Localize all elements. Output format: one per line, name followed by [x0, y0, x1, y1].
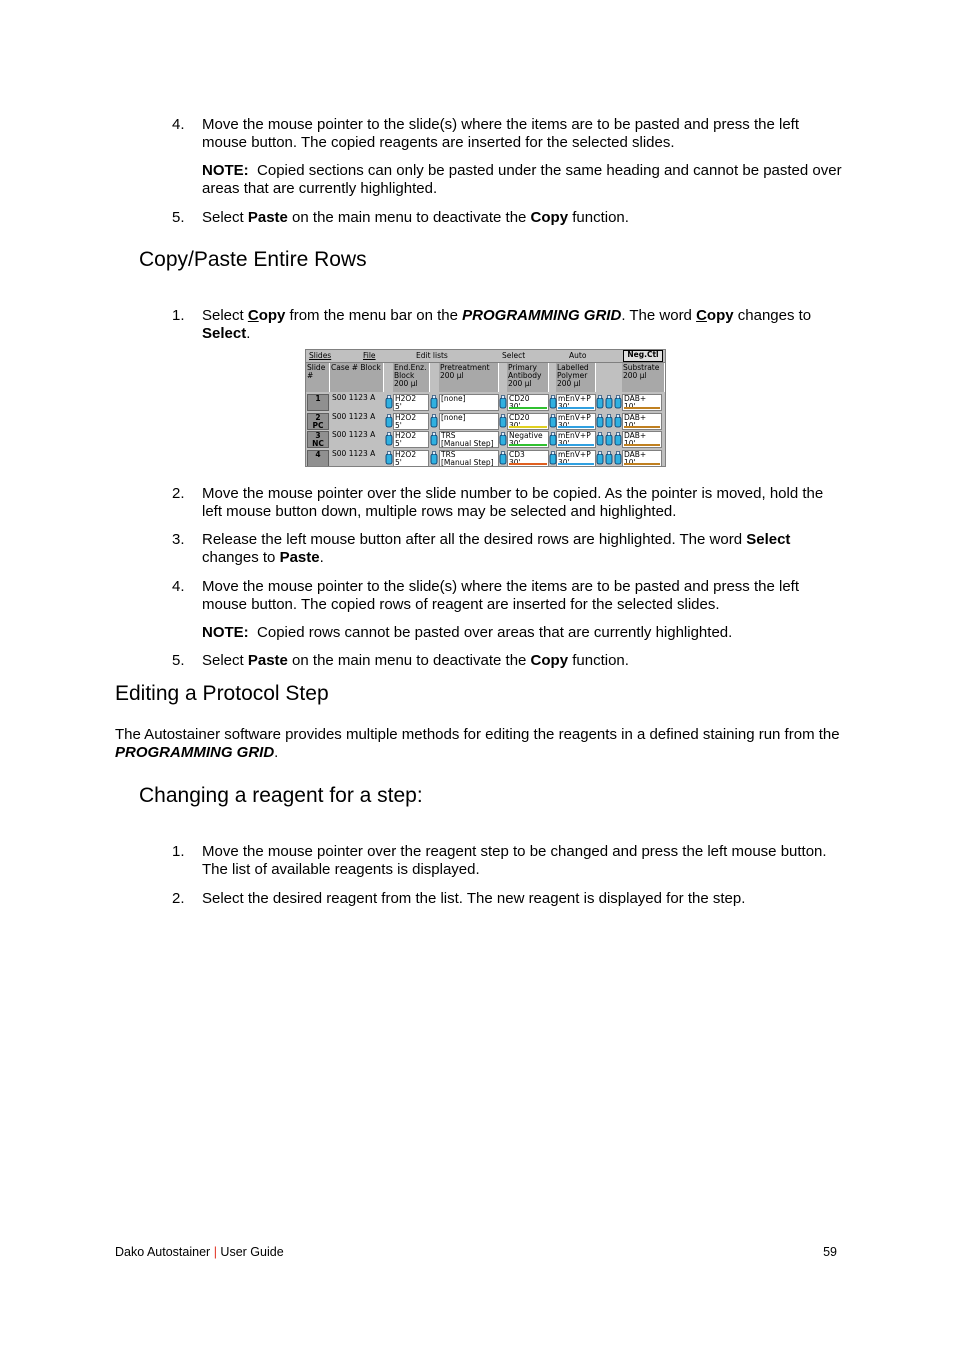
note-text: Copied sections can only be pasted under the same heading and cannot be pasted over areas that are currently highlighted. [202, 162, 842, 197]
step-text [202, 531, 842, 567]
step-text: Select the desired reagent from the list. The new reagent is displayed for the step. [202, 890, 746, 907]
header-endenz: End.Enz. Block 200 µl [393, 363, 430, 392]
grid-row [306, 430, 665, 449]
color-bar [558, 407, 594, 409]
reagent-vial-icon [605, 451, 613, 465]
step-number: 3. [172, 531, 185, 548]
cell-text: 5' [395, 457, 402, 467]
footer-separator: | [213, 1245, 217, 1259]
text-run: The Autostainer software provides multiple methods for editing the reagents in a defined staining run from the [115, 726, 840, 743]
step-number: 4. [172, 116, 185, 133]
neg-ctl-button: Neg.Ctl [623, 350, 663, 362]
grid-row [306, 393, 665, 412]
labelled-cell [556, 413, 596, 430]
reagent-vial-icon [549, 432, 557, 446]
cell-text: S00 1123 A [332, 393, 376, 402]
text-run: Select [202, 307, 248, 324]
note-label: NOTE: [202, 624, 249, 641]
menu-edit-lists: Edit lists [416, 351, 448, 360]
primary-cell [507, 450, 549, 467]
reagent-vial-icon [499, 451, 507, 465]
text-run: changes to [733, 307, 812, 324]
copy-hotkey: C [696, 307, 707, 324]
text-run: from the menu bar on the [285, 307, 463, 324]
step-text: Move the mouse pointer to the slide(s) where the items are to be pasted and press the left mouse button. The copied rows of reagent are inserted for the selected slides. [202, 578, 799, 613]
grid-row [306, 412, 665, 431]
step-number: 1. [172, 843, 185, 860]
cell-text: PC [312, 420, 324, 430]
reagent-vial-icon [385, 414, 393, 428]
reagent-vial-icon [596, 414, 604, 428]
cell-text: TRS [441, 449, 456, 459]
cell-text: S00 1123 A [332, 411, 376, 421]
case-cell [331, 450, 385, 467]
color-bar [558, 426, 594, 428]
reagent-vial-icon [596, 432, 604, 446]
slide-number-cell [307, 450, 329, 467]
header-labelled: Labelled Polymer 200 µl [556, 363, 596, 392]
color-bar [509, 426, 547, 428]
reagent-vial-icon [605, 414, 613, 428]
cell-text: DAB+ [624, 394, 647, 403]
section-heading: Editing a Protocol Step [115, 682, 329, 705]
text-run: . [319, 549, 324, 566]
copy-term: opy [706, 307, 734, 324]
reagent-vial-icon [614, 395, 622, 409]
text-run: Select [202, 652, 248, 669]
cell-text: DAB+ [624, 449, 647, 459]
cell-text: mEnV+P [558, 449, 591, 459]
cell-text: CD3 [509, 449, 525, 459]
cell-text: H2O2 [395, 449, 417, 459]
text-run: Release the left mouse button after all the desired rows are highlighted. The word [202, 531, 747, 548]
case-cell [331, 413, 385, 430]
step-text [202, 307, 842, 343]
reagent-vial-icon [605, 432, 613, 446]
cell-text: mEnV+P [558, 431, 591, 440]
menu-file: File [363, 351, 376, 360]
reagent-vial-icon [614, 451, 622, 465]
case-cell [331, 394, 385, 411]
copy-term: opy [258, 307, 286, 324]
labelled-cell [556, 450, 596, 467]
substrate-cell [622, 394, 662, 411]
step-text: Move the mouse pointer to the slide(s) where the items are to be pasted and press the left mouse button. The copied reagents are inserted for the selected slides. [202, 116, 799, 151]
grid-menubar [306, 350, 665, 363]
programming-grid-term: PROGRAMMING GRID [115, 744, 275, 761]
cell-text: 5' [395, 420, 402, 430]
cell-text: DAB+ [624, 431, 647, 440]
step-number: 5. [172, 209, 185, 226]
paragraph [115, 726, 840, 762]
endenz-cell [393, 394, 429, 411]
endenz-cell [393, 450, 429, 467]
pretreatment-cell [439, 431, 499, 448]
color-bar [624, 426, 660, 428]
cell-text: [Manual Step] [441, 439, 494, 448]
reagent-vial-icon [499, 414, 507, 428]
footer-doc: User Guide [220, 1245, 284, 1259]
reagent-vial-icon [499, 432, 507, 446]
text-run: on the main menu to deactivate the [287, 209, 531, 226]
step-number: 2. [172, 890, 185, 907]
reagent-vial-icon [385, 395, 393, 409]
cell-text: S00 1123 A [332, 430, 376, 439]
step-text: Move the mouse pointer over the reagent step to be changed and press the left mouse button. The list of available reagents is displayed. [202, 843, 827, 878]
cell-text: NC [312, 439, 324, 448]
reagent-vial-icon [430, 395, 438, 409]
pretreatment-cell [439, 450, 499, 467]
step-number: 4. [172, 578, 185, 595]
reagent-vial-icon [430, 451, 438, 465]
substrate-cell [622, 413, 662, 430]
header-substrate: Substrate 200 µl [622, 363, 665, 392]
cell-text: 5' [395, 402, 402, 411]
reagent-vial-icon [614, 414, 622, 428]
step-number: 1. [172, 307, 185, 324]
cell-text: H2O2 [395, 394, 417, 403]
cell-text: [none] [441, 412, 466, 422]
copy-term: Copy [530, 209, 569, 226]
reagent-vial-icon [499, 395, 507, 409]
cell-text: CD20 [509, 412, 530, 422]
reagent-vial-icon [614, 432, 622, 446]
text-run: on the main menu to deactivate the [287, 652, 531, 669]
footer-left [115, 1245, 284, 1259]
primary-cell [507, 394, 549, 411]
section-heading: Copy/Paste Entire Rows [139, 248, 367, 271]
step-text [202, 209, 842, 227]
color-bar [624, 444, 660, 446]
header-slide: Slide # [306, 363, 330, 392]
note-text: Copied rows cannot be pasted over areas that are currently highlighted. [257, 624, 733, 641]
reagent-vial-icon [605, 395, 613, 409]
cell-text: mEnV+P [558, 412, 591, 422]
slide-number-cell [307, 394, 329, 411]
text-run: . [274, 744, 279, 761]
step-number: 2. [172, 485, 185, 502]
page-number: 59 [823, 1245, 837, 1259]
case-cell [331, 431, 385, 448]
menu-slides: Slides [309, 351, 332, 360]
note [202, 162, 842, 198]
cell-text: H2O2 [395, 431, 417, 440]
select-term: Select [746, 531, 791, 548]
slide-number-cell [307, 431, 329, 448]
reagent-vial-icon [430, 414, 438, 428]
reagent-vial-icon [430, 432, 438, 446]
programming-grid-term: PROGRAMMING GRID [462, 307, 622, 324]
cell-text: H2O2 [395, 412, 417, 422]
endenz-cell [393, 413, 429, 430]
color-bar [558, 444, 594, 446]
cell-text: S00 1123 A [332, 448, 376, 458]
color-bar [624, 463, 660, 465]
paste-term: Paste [247, 209, 288, 226]
header-case: Case # Block [330, 363, 384, 392]
menu-auto: Auto [569, 351, 587, 360]
footer-brand: Dako Autostainer [115, 1245, 211, 1259]
text-run: function. [568, 652, 629, 669]
header-pretreatment: Pretreatment 200 µl [439, 363, 499, 392]
color-bar [624, 407, 660, 409]
text-run: function. [568, 209, 629, 226]
paste-term: Paste [247, 652, 288, 669]
cell-text: 1 [315, 394, 321, 403]
note-label: NOTE: [202, 162, 249, 179]
cell-text: mEnV+P [558, 394, 591, 403]
copy-term: Copy [530, 652, 569, 669]
color-bar [509, 407, 547, 409]
labelled-cell [556, 394, 596, 411]
select-term: Select [202, 325, 247, 342]
pretreatment-cell [439, 413, 499, 430]
cell-text: 4 [315, 449, 321, 459]
cell-text: TRS [441, 431, 456, 440]
programming-grid-screenshot [305, 349, 666, 467]
step-text: Move the mouse pointer over the slide number to be copied. As the pointer is moved, hold the left mouse button down, multiple rows may be selected and highlighted. [202, 485, 824, 520]
reagent-vial-icon [385, 432, 393, 446]
color-bar [558, 463, 594, 465]
cell-text: [Manual Step] [441, 457, 494, 467]
cell-text: 5' [395, 439, 402, 448]
cell-text: 2 [315, 412, 321, 422]
cell-text: 3 [315, 431, 321, 440]
header-primary: Primary Antibody 200 µl [507, 363, 549, 392]
substrate-cell [622, 450, 662, 467]
reagent-vial-icon [385, 451, 393, 465]
section-heading: Changing a reagent for a step: [139, 784, 423, 807]
step-number: 5. [172, 652, 185, 669]
cell-text: DAB+ [624, 412, 647, 422]
reagent-vial-icon [596, 451, 604, 465]
endenz-cell [393, 431, 429, 448]
menu-select: Select [502, 351, 526, 360]
primary-cell [507, 413, 549, 430]
reagent-vial-icon [549, 414, 557, 428]
grid-row [306, 449, 665, 468]
cell-text: Negative [509, 431, 543, 440]
paste-term: Paste [279, 549, 320, 566]
cell-text: CD20 [509, 394, 530, 403]
reagent-vial-icon [549, 395, 557, 409]
color-bar [509, 463, 547, 465]
text-run: Select [202, 209, 248, 226]
labelled-cell [556, 431, 596, 448]
copy-hotkey: C [247, 307, 259, 324]
primary-cell [507, 431, 549, 448]
note [202, 624, 842, 642]
pretreatment-cell [439, 394, 499, 411]
reagent-vial-icon [596, 395, 604, 409]
text-run: . [246, 325, 251, 342]
step-text [202, 652, 842, 670]
slide-number-cell [307, 413, 329, 430]
substrate-cell [622, 431, 662, 448]
text-run: . The word [621, 307, 697, 324]
reagent-vial-icon [549, 451, 557, 465]
color-bar [509, 444, 547, 446]
cell-text: [none] [441, 394, 466, 403]
text-run: changes to [202, 549, 280, 566]
